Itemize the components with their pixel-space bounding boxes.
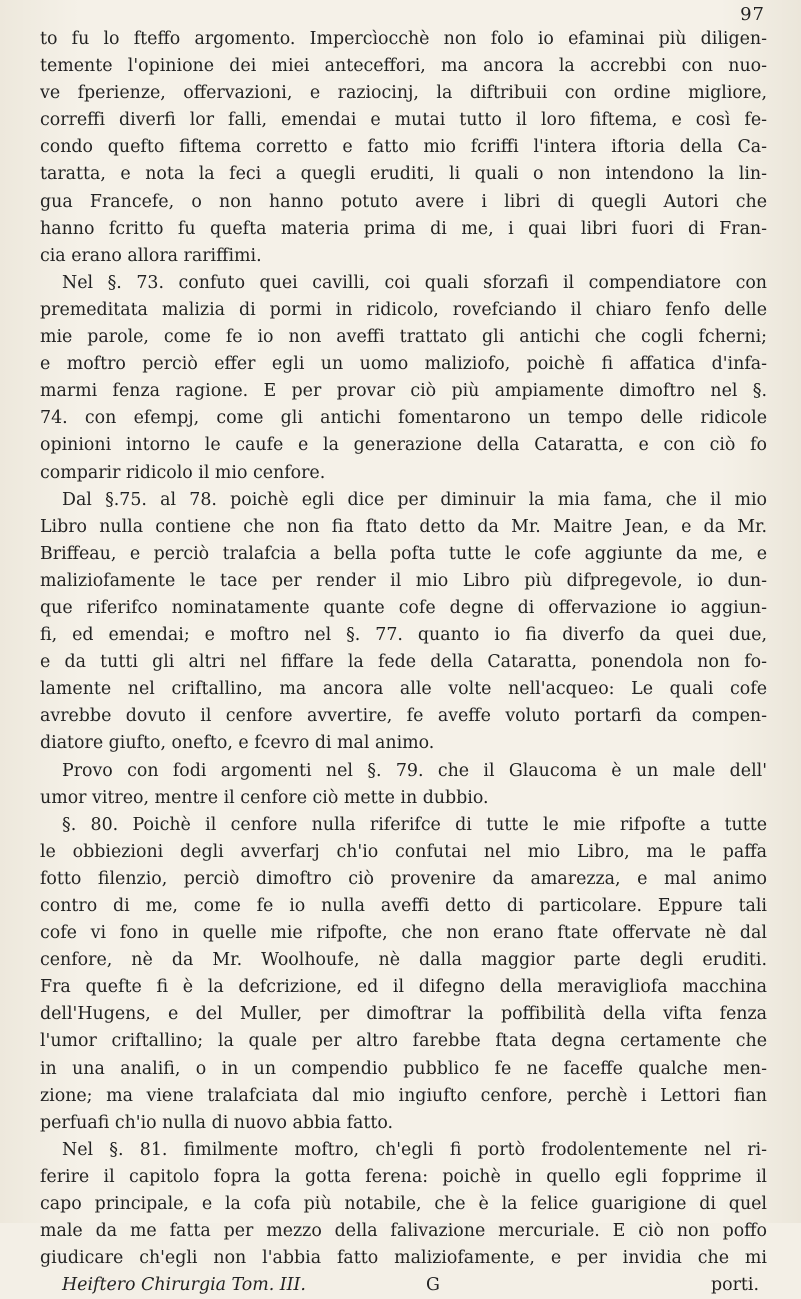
text-line: dell'Hugens, e del Muller, per dimoftrar la poffibilità della vifta fenza: [40, 1004, 767, 1025]
text-line: Briffeau, e perciò tralafcia a bella pofta tutte le cofe aggiunte da me, e: [40, 543, 767, 564]
text-line: marmi fenza ragione. E per provar ciò più ampiamente dimoftro nel §.: [40, 381, 767, 402]
text-line: fi, ed emendai; e moftro nel §. 77. quanto io fia diverfo da quei due,: [40, 625, 767, 646]
text-line: capo principale, e la cofa più notabile, che è la felice guarigione di quel: [40, 1194, 767, 1215]
text-line: Dal §.75. al 78. poichè egli dice per diminuir la mia fama, che il mio: [62, 489, 767, 510]
text-line: diatore giufto, onefto, e fcevro di mal animo.: [40, 733, 435, 754]
text-line: condo quefto fiftema corretto e fatto mio fcriffi l'intera iftoria della Ca-: [40, 137, 767, 158]
text-line: §. 80. Poichè il cenfore nulla riferifce di tutte le mie rifpofte a tutte: [62, 814, 767, 835]
text-line: e moftro perciò effer egli un uomo maliziofo, poichè fi affatica d'infa-: [40, 354, 767, 375]
text-line: correffi diverfi lor falli, emendai e mutai tutto il loro fiftema, e così fe-: [40, 110, 767, 131]
text-line: Nel §. 73. confuto quei cavilli, coi quali sforzafi il compendiatore con: [62, 272, 767, 293]
text-line: Libro nulla contiene che non fia ftato detto da Mr. Maitre Jean, e da Mr.: [40, 516, 767, 537]
text-line: lamente nel criftallino, ma ancora alle volte nell'acqueo: Le quali cofe: [40, 679, 767, 700]
text-line: avrebbe dovuto il cenfore avvertire, fe aveffe voluto portarfi da compen-: [40, 706, 767, 727]
text-line: que riferifco nominatamente quante cofe degne di offervazione io aggiun-: [40, 597, 767, 618]
catchword: porti.: [711, 1275, 759, 1296]
running-title: Heiftero Chirurgia Tom. III.: [62, 1275, 306, 1296]
text-line: ve fperienze, offervazioni, e raziocinj, la diftribuii con ordine migliore,: [40, 83, 767, 104]
text-line: Fra quefte fi è la defcrizione, ed il difegno della meravigliofa macchina: [40, 977, 767, 998]
text-line: in una analifi, o in un compendio pubblico fe ne faceffe qualche men-: [40, 1058, 767, 1079]
text-line: le obbiezioni degli avverfarj ch'io confutai nel mio Libro, ma le paffa: [40, 841, 767, 862]
text-line: cofe vi fono in quelle mie rifpofte, che non erano ftate offervate nè dal: [40, 923, 767, 944]
text-line: gua Francefe, o non hanno potuto avere i libri di quegli Autori che: [40, 191, 767, 212]
text-line: perfuafi ch'io nulla di nuovo abbia fatto.: [40, 1112, 394, 1133]
text-line: mie parole, come fe io non aveffi trattato gli antichi che cogli fcherni;: [40, 327, 767, 348]
text-line: temente l'opinione dei miei anteceffori, ma ancora la accrebbi con nuo-: [40, 56, 767, 77]
page-number: 97: [740, 4, 765, 25]
text-line: male da me fatta per mezzo della falivazione mercuriale. E ciò non poffo: [40, 1221, 767, 1242]
text-line: zione; ma viene tralafciata dal mio ingiufto cenfore, perchè i Lettori fian: [40, 1085, 767, 1106]
text-line: Provo con fodi argomenti nel §. 79. che il Glaucoma è un male dell': [62, 760, 767, 781]
text-line: maliziofamente le tace per render il mio Libro più difpregevole, io dun-: [40, 570, 767, 591]
text-line: 74. con efempj, come gli antichi fomentarono un tempo delle ridicole: [40, 408, 767, 429]
text-line: to fu lo fteffo argomento. Impercìocchè non folo io efaminai più diligen-: [40, 29, 767, 49]
text-line: cia erano allora rariffimi.: [40, 245, 262, 266]
text-line: hanno fcritto fu quefta materia prima di me, i quai libri fuori di Fran-: [40, 218, 767, 239]
text-line: taratta, e nota la feci a quegli eruditi, li quali o non intendono la lin-: [40, 164, 767, 185]
text-line: comparir ridicolo il mio cenfore.: [40, 462, 326, 483]
text-line: giudicare ch'egli non l'abbia fatto maliziofamente, e per invidia che mi: [40, 1248, 767, 1269]
page-footer: [40, 1272, 767, 1299]
text-line: cenfore, nè da Mr. Woolhoufe, nè dalla maggior parte degli eruditi.: [40, 950, 767, 971]
text-line: umor vitreo, mentre il cenfore ciò mette in dubbio.: [40, 787, 489, 808]
text-line: e da tutti gli altri nel fiffare la fede della Cataratta, ponendola non fo-: [40, 652, 767, 673]
text-line: opinioni intorno le caufe e la generazione della Cataratta, e con ciò fo: [40, 435, 767, 456]
body-text: [40, 26, 767, 1272]
text-line: premeditata malizia di pormi in ridicolo, rovefciando il chiaro fenfo delle: [40, 299, 767, 320]
text-line: fotto filenzio, perciò dimoftro ciò provenire da amarezza, e mal animo: [40, 868, 767, 889]
text-line: ferire il capitolo fopra la gotta ferena: poichè in quello egli fopprime il: [40, 1166, 767, 1187]
text-line: l'umor criftallino; la quale per altro farebbe ftata degna certamente che: [40, 1031, 767, 1052]
text-line: Nel §. 81. fimilmente moftro, ch'egli fi portò frodolentemente nel ri-: [62, 1139, 767, 1160]
text-line: contro di me, come fe io nulla aveffi detto di particolare. Eppure tali: [40, 896, 767, 916]
signature-mark: G: [425, 1275, 440, 1296]
